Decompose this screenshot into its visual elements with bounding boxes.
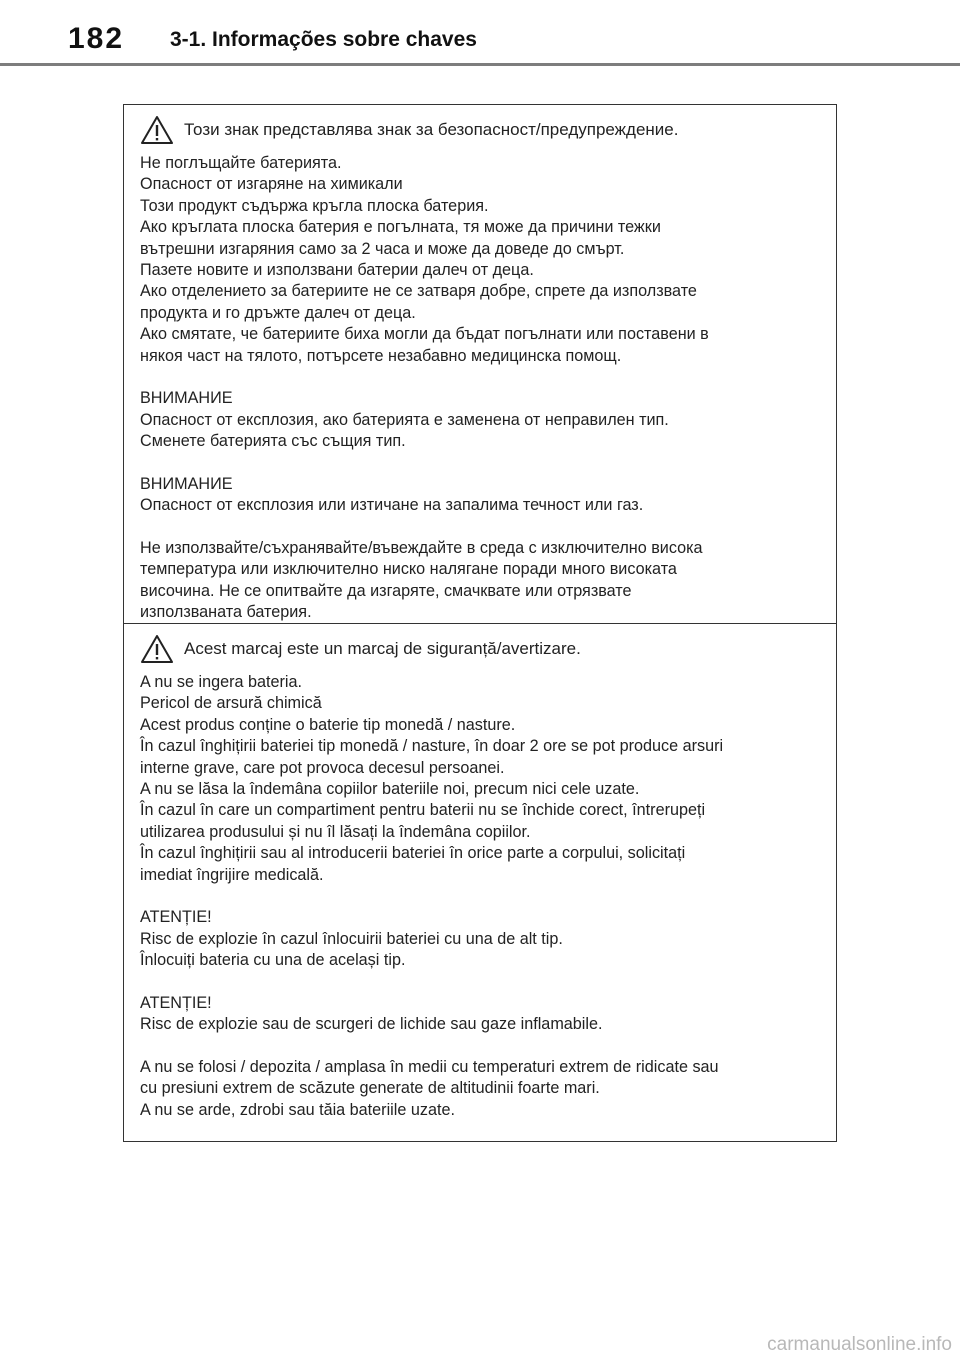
warning-triangle-icon	[140, 115, 174, 145]
notice-heading	[140, 115, 679, 145]
notice-lines	[140, 153, 828, 624]
text-line: În cazul în care un compartiment pentru baterii nu se închide corect, întrerupeți	[140, 801, 706, 820]
battery-warning-notice	[123, 104, 837, 1142]
notice-block-romanian	[124, 623, 836, 1140]
text-line: използваната батерия.	[140, 603, 312, 622]
text-line: Ако кръглата плоска батерия е погълната, тя може да причини тежки	[140, 218, 661, 237]
text-line: În cazul înghițirii sau al introducerii bateriei în orice parte a corpului, solicitați	[140, 844, 686, 863]
text-line: Pericol de arsură chimică	[140, 694, 322, 713]
text-line: utilizarea produsului și nu îl lăsați la îndemâna copiilor.	[140, 822, 531, 841]
text-line: A nu se ingera bateria.	[140, 673, 302, 691]
text-line: Сменете батерията със същия тип.	[140, 432, 406, 451]
warning-triangle-icon	[140, 634, 174, 664]
notice-heading-text: Acest marcaj este un marcaj de siguranță/avertizare.	[184, 639, 581, 658]
notice-block-bulgarian	[124, 105, 836, 623]
line-gap	[140, 517, 828, 538]
text-line: температура или изключително ниско налягане поради много високата	[140, 560, 677, 579]
text-line: ATENȚIE!	[140, 908, 212, 927]
text-line: Опасност от експлозия или изтичане на запалима течност или газ.	[140, 496, 644, 515]
text-line: продукта и го дръжте далеч от деца.	[140, 303, 416, 322]
text-line: A nu se arde, zdrobi sau tăia bateriile uzate.	[140, 1100, 455, 1119]
notice-heading	[140, 634, 581, 664]
notice-lines	[140, 672, 828, 1121]
page-number: 182	[68, 22, 125, 55]
text-line: Пазете новите и използвани батерии далеч от деца.	[140, 260, 534, 279]
line-gap	[140, 886, 828, 907]
text-line: височина. Не се опитвайте да изгаряте, смачквате или отрязвате	[140, 581, 632, 600]
text-line: ВНИМАНИЕ	[140, 389, 233, 408]
watermark: carmanualsonline.info	[767, 1334, 952, 1355]
text-line: imediat îngrijire medicală.	[140, 865, 324, 884]
line-gap	[140, 971, 828, 992]
text-line: ATENȚIE!	[140, 993, 212, 1012]
text-line: вътрешни изгаряния само за 2 часа и може да доведе до смърт.	[140, 239, 625, 258]
text-line: Не използвайте/съхранявайте/въвеждайте в среда с изключително висока	[140, 539, 703, 558]
line-gap	[140, 452, 828, 473]
text-line: Înlocuiți bateria cu una de același tip.	[140, 951, 406, 970]
page-header	[0, 0, 960, 66]
line-gap	[140, 367, 828, 388]
text-line: Ако смятате, че батериите биха могли да бъдат погълнати или поставени в	[140, 325, 709, 344]
text-line: interne grave, care pot provoca decesul persoanei.	[140, 758, 505, 777]
text-line: Опасност от изгаряне на химикали	[140, 175, 403, 194]
text-line: Този продукт съдържа кръгла плоска батерия.	[140, 196, 489, 215]
text-line: Risc de explozie în cazul înlocuirii bateriei cu una de alt tip.	[140, 929, 563, 948]
line-gap	[140, 1036, 828, 1057]
text-line: ВНИМАНИЕ	[140, 474, 233, 493]
text-line: Risc de explozie sau de scurgeri de lichide sau gaze inflamabile.	[140, 1015, 603, 1034]
text-line: cu presiuni extrem de scăzute generate de altitudinii foarte mari.	[140, 1079, 600, 1098]
notice-heading-text: Този знак представлява знак за безопасност/предупреждение.	[184, 120, 679, 139]
text-line: някоя част на тялото, потърсете незабавно медицинска помощ.	[140, 346, 622, 365]
text-line: A nu se lăsa la îndemâna copiilor bateriile noi, precum nici cele uzate.	[140, 779, 640, 798]
text-line: Ако отделението за батериите не се затваря добре, спрете да използвате	[140, 282, 697, 301]
text-line: A nu se folosi / depozita / amplasa în medii cu temperaturi extrem de ridicate sau	[140, 1058, 719, 1077]
text-line: Опасност от експлозия, ако батерията е заменена от неправилен тип.	[140, 410, 669, 429]
section-title: 3-1. Informações sobre chaves	[170, 28, 477, 51]
text-line: Не поглъщайте батерията.	[140, 154, 342, 172]
text-line: Acest produs conține o baterie tip monedă / nasture.	[140, 715, 516, 734]
text-line: În cazul înghițirii bateriei tip monedă / nasture, în doar 2 ore se pot produce arsuri	[140, 737, 724, 756]
